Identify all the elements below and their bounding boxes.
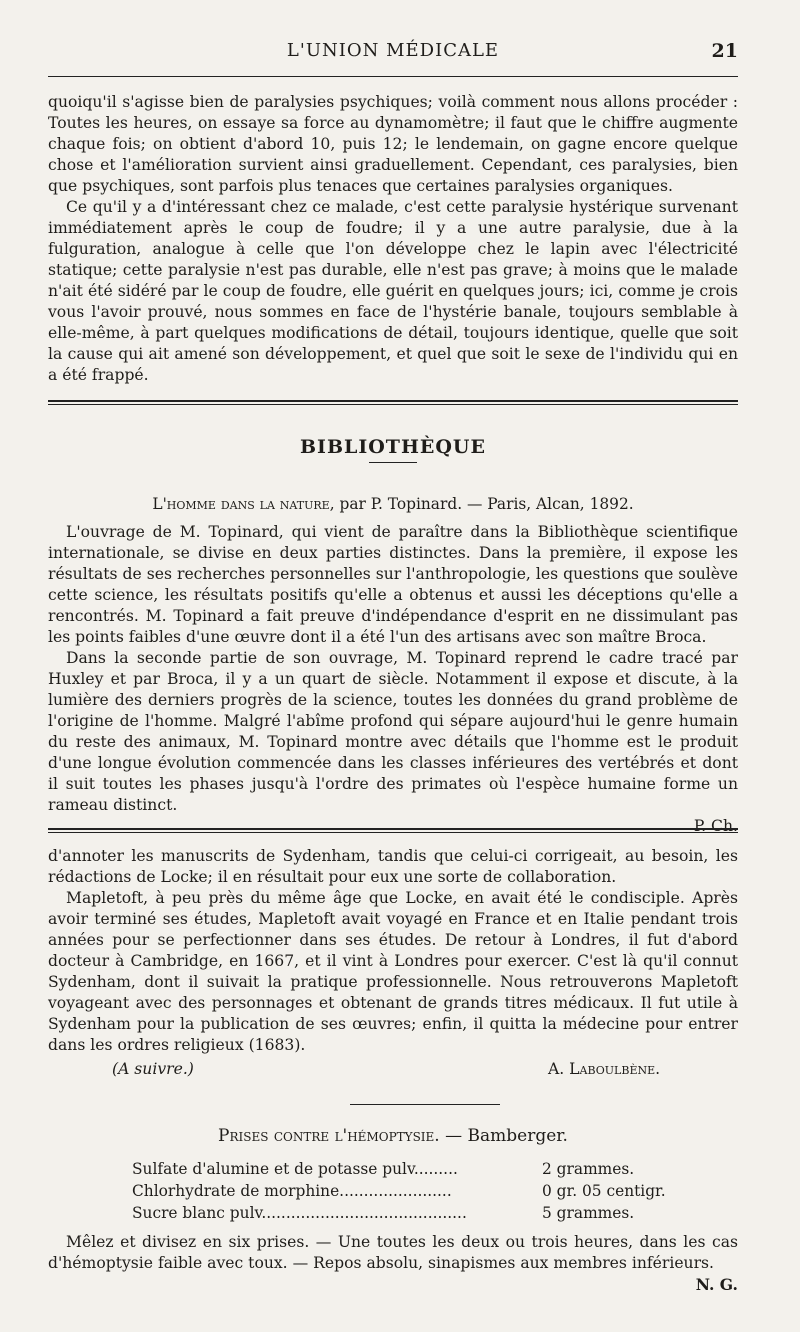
section-heading-text: BIBLIOTHÈQUE [300,436,486,458]
section-divider [48,400,738,402]
paragraph: Dans la seconde partie de son ouvrage, M. Topinard reprend le cadre tracé par Huxley et par Broca, il y a un quart de siècle. Notamment il expose et discute, à la lumière des derniers progrès de la science, toutes les données du grand problème de l'origine de l'homme. Malgré l'abîme profond qui sépare aujourd'hui le genre humain du reste des animaux, M. Topinard montre avec détails que l'homme est le produit d'une longue évolution commencée dans les classes inférieures des vertébrés et dont il suit toutes les phases jusqu'à l'ordre des primates où l'espèce humaine forme un rameau distinct. [48,649,738,814]
to-follow-note: (A suivre.) [112,1060,194,1078]
paragraph: d'annoter les manuscrits de Sydenham, tandis que celui-ci corrigeait, au besoin, les rédactions de Locke; il en résultait pour eux une sorte de collaboration. [48,847,738,886]
section-divider [48,832,738,833]
ingredient-name: Sulfate d'alumine et de potasse pulv......... [132,1160,458,1178]
prescription-item [132,1182,666,1200]
history-text [48,846,738,1056]
paragraph: quoiqu'il s'agisse bien de paralysies psychiques; voilà comment nous allons procéder : Toutes les heures, on essaye sa force au dynamomètre; il faut que le chiffre augmente chaque fois; on obtient d'abord 10, puis 12; le lendemain, on gagne encore quelque chose et l'amélioration survient ainsi graduellement. Cependant, ces paralysies, bien que psychiques, sont parfois plus tenaces que certaines paralysies organiques. [48,93,738,195]
ingredient-name: Sucre blanc pulv.......................................... [132,1204,467,1222]
prescription-title [48,1126,738,1146]
ingredient-quantity: 2 grammes. [542,1160,635,1178]
prescription-item [132,1204,642,1222]
continuation-line [48,1060,738,1082]
lecture-text [48,92,738,386]
page-number: 21 [711,40,738,62]
short-divider [350,1104,500,1105]
prescription-instructions [48,1232,738,1295]
book-title: L'homme dans la nature [152,495,330,513]
author-signature: A. Laboulbène. [548,1060,661,1078]
heading-underline [369,462,417,463]
ingredient-name: Chlorhydrate de morphine....................... [132,1182,452,1200]
section-heading [48,436,738,463]
prescription-signature: N. G. [695,1275,738,1294]
ingredient-quantity: 5 grammes. [542,1204,635,1222]
header-rule [48,76,738,77]
book-citation [48,495,738,513]
paragraph: L'ouvrage de M. Topinard, qui vient de paraître dans la Bibliothèque scientifique internationale, se divise en deux parties distinctes. Dans la première, il expose les résultats de ses recherches personnelles sur l'anthropologie, les questions que soulève cette science, les résultats positifs qu'elle a obtenus et aussi les déceptions qu'elle a rencontrés. M. Topinard a fait preuve d'indépendance d'esprit en ne dissimulant pas les points faibles d'une œuvre dont il a été l'un des artisans avec son maître Broca. [48,523,738,646]
review-signature: P. Ch. [693,817,738,835]
book-details: , par P. Topinard. — Paris, Alcan, 1892. [329,495,634,513]
title-dash: — [445,1126,463,1146]
prescription-item [132,1160,642,1178]
section-divider [48,404,738,405]
paragraph: Ce qu'il y a d'intéressant chez ce malade, c'est cette paralysie hystérique survenant immédiatement après le coup de foudre; il y a une autre paralysie, due à la fulguration, analogue à celle que l'on développe chez le lapin avec l'électricité statique; cette paralysie n'est pas durable, elle n'est pas grave; à moins que le malade n'ait été sidéré par le coup de foudre, elle guérit en quelques jours; ici, comme je crois vous l'avoir prouvé, nous sommes en face de l'hystérie banale, toujours semblable à elle-même, à part quelques modifications de détail, toujours identique, quelle que soit la cause qui ait amené son développement, et quel que soit le sexe de l'individu qui en a été frappé. [48,198,738,384]
review-text [48,522,738,837]
instructions-text: Mêlez et divisez en six prises. — Une toutes les deux ou trois heures, dans les cas d'hémoptysie faible avec toux. — Repos absolu, sinapismes aux membres inférieurs. [48,1233,738,1272]
prescription-name: Prises contre l'hémoptysie. [218,1126,440,1146]
ingredient-quantity: 0 gr. 05 centigr. [542,1182,666,1200]
running-header [48,40,738,70]
journal-title: L'UNION MÉDICALE [286,40,500,61]
section-divider [48,828,738,830]
paragraph: Mapletoft, à peu près du même âge que Locke, en avait été le condisciple. Après avoir terminé ses études, Mapletoft avait voyagé en France et en Italie pendant trois années pour se perfectionner dans ses études. De retour à Londres, il fut d'abord docteur à Cambridge, en 1667, et il vint à Londres pour exercer. C'est là qu'il connut Sydenham, dont il suivait la pratique professionnelle. Nous retrouverons Mapletoft voyageant avec des personnages et obtenant de grands titres médicaux. Il fut utile à Sydenham pour la publication de ses œuvres; enfin, il quitta la médecine pour entrer dans les ordres religieux (1683). [48,889,738,1054]
prescription-author: Bamberger. [467,1126,568,1146]
